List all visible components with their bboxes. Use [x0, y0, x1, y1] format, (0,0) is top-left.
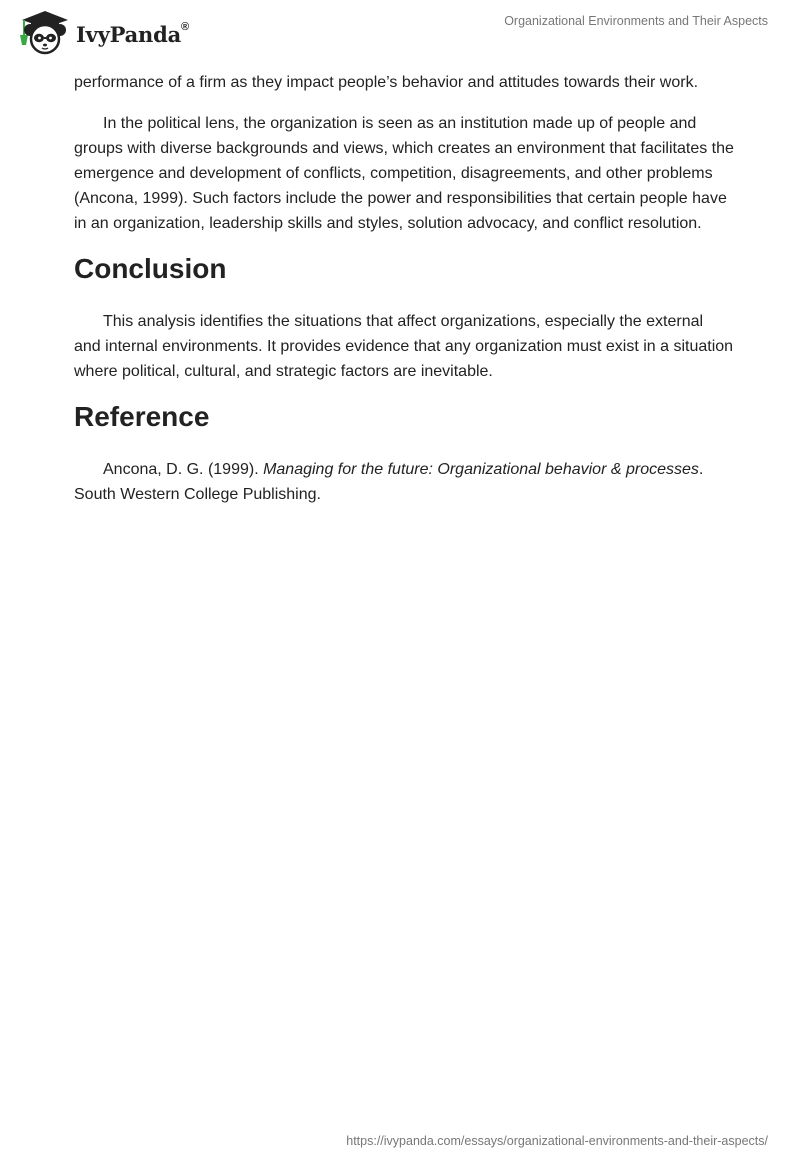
reference-entry [74, 457, 734, 507]
logo-wordmark: IvyPanda® [76, 20, 189, 47]
conclusion-paragraph: This analysis identifies the situations that affect organizations, especially the external and internal environments. It provides evidence that any organization must exist in a situation where political, cultural, and strategic factors are inevitable. [74, 313, 734, 380]
reference-title: Managing for the future: Organizational behavior & processes [263, 461, 699, 478]
paragraph-continued: performance of a firm as they impact people’s behavior and attitudes towards their work. [74, 74, 699, 91]
conclusion-heading: Conclusion [74, 253, 227, 284]
essay-content [74, 70, 734, 507]
document-title: Organizational Environments and Their Aspects [504, 14, 768, 28]
page-header [0, 0, 800, 60]
source-url[interactable]: https://ivypanda.com/essays/organizational-environments-and-their-aspects/ [346, 1134, 768, 1148]
panda-graduate-icon [14, 8, 74, 56]
reference-heading: Reference [74, 401, 210, 432]
paragraph-political-lens: In the political lens, the organization is seen as an institution made up of people and groups with diverse backgrounds and views, which creates an environment that facilitates the emergence and development of conflicts, competition, disagreements, and other problems (Ancona, 1999). Such factors include the power and responsibilities that certain people have in an organization, leadership skills and styles, solution advocacy, and conflict resolution. [74, 115, 734, 232]
reference-authors: Ancona, D. G. (1999). [103, 461, 264, 478]
ivypanda-logo[interactable] [14, 8, 189, 56]
reference-publisher: . South Western College Publishing. [74, 461, 704, 503]
